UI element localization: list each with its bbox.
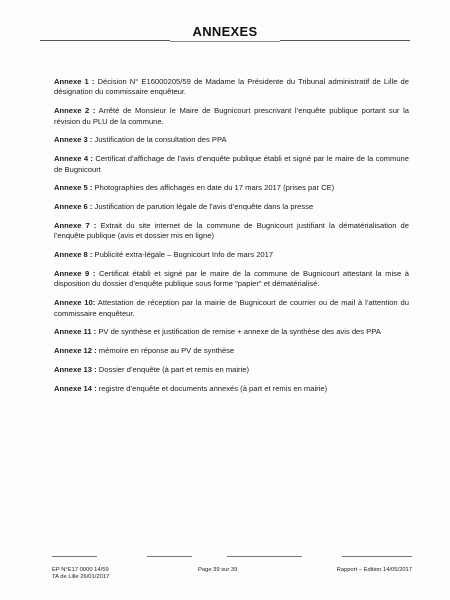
annex-text: Extrait du site internet de la commune de Bugnicourt justifiant la dématérialisation de l’enquête publique (avis et dossier mis en ligne): [54, 221, 409, 241]
annex-label: Annexe 13 :: [54, 365, 97, 374]
page-footer: [52, 556, 412, 586]
annex-text: Décision N° E16000205/59 de Madame la Présidente du Tribunal administratif de Lille de désignation du commissaire enquêteur.: [54, 77, 409, 97]
annex-label: Annexe 8 :: [54, 250, 93, 260]
annex-item-2: [54, 106, 409, 127]
annex-item-11: [54, 327, 409, 337]
footer-reference: [52, 567, 109, 581]
header-rule-left: [40, 40, 170, 41]
annex-text: Justification de parution légale de l’avis d’enquête dans la presse: [94, 202, 314, 212]
annex-item-3: [54, 135, 409, 145]
annex-text: mémoire en réponse au PV de synthèse: [98, 346, 235, 356]
footer-rule: [147, 556, 192, 557]
annex-text: registre d’enquête et documents annexés (à part et remis en mairie): [98, 383, 328, 393]
footer-reference-line-1: EP N°E17 0000 14/59: [52, 567, 109, 573]
annex-text: PV de synthèse et justification de remise + annexe de la synthèse des avis des PPA: [98, 327, 381, 337]
annex-label: Annexe 9 :: [54, 269, 96, 278]
annex-item-4: [54, 154, 409, 175]
annex-label: Annexe 4 :: [54, 154, 93, 164]
header-rule-right: [280, 40, 410, 41]
annex-text: Publicité extra-légale – Bugnicourt Info de mars 2017: [94, 250, 274, 260]
annex-item-10: [54, 298, 409, 319]
annex-text: Certificat établi et signé par le maire de la commune de Bugnicourt attestant la mise à disposition du dossier d’enquête publique sous forme "papier" et dématérialisé.: [54, 269, 409, 289]
annex-label: Annexe 10:: [54, 298, 96, 308]
annex-text: Justification de la consultation des PPA: [94, 135, 227, 145]
footer-page-number: Page 39 sur 39: [198, 567, 238, 573]
annex-text: Dossier d’enquête (à part et remis en mairie): [98, 365, 250, 374]
annex-list: [54, 77, 409, 403]
footer-reference-line-2: TA de Lille 26/01/2017: [52, 574, 110, 580]
footer-rule: [227, 556, 302, 557]
footer-rule: [52, 556, 97, 557]
annex-item-5: [54, 183, 409, 193]
annex-item-6: [54, 202, 409, 212]
annex-label: Annexe 3 :: [54, 135, 93, 145]
annex-item-7: [54, 221, 409, 242]
annex-item-9: [54, 269, 409, 290]
annex-label: Annexe 12 :: [54, 346, 97, 356]
annex-label: Annexe 7 :: [54, 221, 97, 230]
annex-item-8: [54, 250, 409, 260]
header-rule-middle: [170, 41, 280, 42]
annex-label: Annexe 11 :: [54, 327, 97, 337]
annex-label: Annexe 1 :: [54, 77, 95, 86]
footer-rule: [342, 556, 412, 557]
annex-label: Annexe 2 :: [54, 106, 96, 116]
annex-label: Annexe 6 :: [54, 202, 93, 212]
annex-item-12: [54, 346, 409, 356]
annex-text: Arrêté de Monsieur le Maire de Bugnicourt prescrivant l’enquête publique portant sur la révision du PLU de la commune.: [54, 106, 409, 126]
annex-label: Annexe 14 :: [54, 383, 97, 393]
annex-item-1: [54, 77, 409, 98]
annex-item-13: [54, 365, 409, 375]
annex-text: Photographies des affichages en date du 17 mars 2017 (prises par CE): [94, 183, 335, 193]
annex-text: Certificat d’affichage de l’avis d’enquête publique établi et signé par le maire de la commune de Bugnicourt: [54, 154, 409, 174]
annex-item-14: [54, 384, 409, 394]
page-header: [40, 18, 410, 48]
page-title: ANNEXES: [192, 24, 258, 39]
annex-text: Attestation de réception par la mairie de Bugnicourt de courrier ou de mail à l’attention du commissaire enquêteur.: [54, 298, 409, 318]
annex-label: Annexe 5 :: [54, 183, 93, 193]
footer-edition: Rapport – Edition 14/05/2017: [336, 567, 412, 573]
